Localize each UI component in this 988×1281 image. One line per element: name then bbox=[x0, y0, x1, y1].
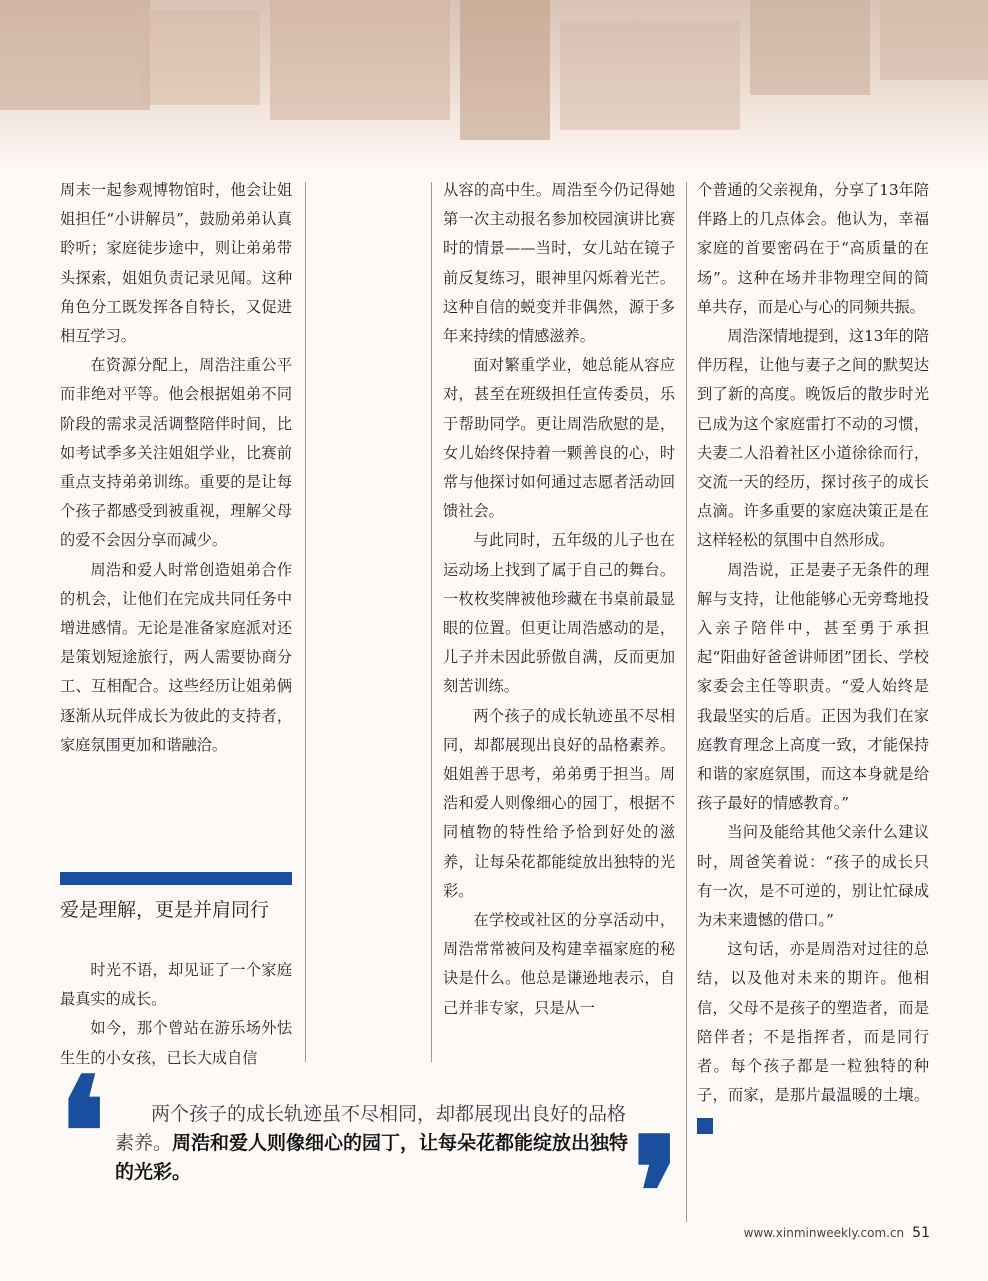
paragraph: 周末一起参观博物馆时，他会让姐姐担任“小讲解员”，鼓励弟弟认真聆听；家庭徒步途中，则让弟弟带头探索，姐姐负责记录见闻。这种角色分工既发挥各自特长，又促进相互学习。 bbox=[60, 181, 292, 346]
column-3-text bbox=[697, 176, 929, 1140]
column-2-text bbox=[443, 176, 675, 1023]
column-rule bbox=[686, 182, 687, 1222]
paragraph: 周浩深情地提到，这13年的陪伴历程，让他与妻子之间的默契达到了新的高度。晚饭后的散步时光已成为这个家庭雷打不动的习惯，夫妻二人沿着社区小道徐徐而行，交流一天的经历，探讨孩子的成长点滴。许多重要的家庭决策正是在这样轻松的氛围中自然形成。 bbox=[697, 327, 929, 550]
paragraph: 周浩和爱人时常创造姐弟合作的机会，让他们在完成共同任务中增进感情。无论是准备家庭派对还是策划短途旅行，两人需要协商分工、互相配合。这些经历让姐弟俩逐渐从玩伴成长为彼此的支持者，家庭氛围更加和谐融洽。 bbox=[60, 560, 292, 754]
paragraph bbox=[697, 935, 929, 1139]
paragraph: 面对繁重学业，她总能从容应对，甚至在班级担任宣传委员，乐于帮助同学。更让周浩欣慰的是，女儿始终保持着一颗善良的心，时常与他探讨如何通过志愿者活动回馈社会。 bbox=[443, 356, 675, 521]
column-rule bbox=[305, 182, 306, 1062]
end-mark-icon: 民 bbox=[697, 1118, 713, 1134]
paragraph: 个普通的父亲视角，分享了13年陪伴路上的几点体会。他认为，幸福家庭的首要密码在于“高质量的在场”。这种在场并非物理空间的简单共存，而是心与心的同频共振。 bbox=[697, 181, 929, 316]
paragraph: 周浩说，正是妻子无条件的理解与支持，让他能够心无旁骛地投入亲子陪伴中，甚至勇于承担起“阳曲好爸爸讲师团”团长、学校家委会主任等职责。“爱人始终是我最坚实的后盾。正因为我们在家庭教育理念上高度一致，才能保持和谐的家庭氛围，而这本身就是给孩子最好的情感教育。” bbox=[697, 560, 929, 813]
open-quote-icon: ❛ bbox=[58, 1045, 107, 1221]
paragraph: 两个孩子的成长轨迹虽不尽相同，却都展现出良好的品格素养。姐姐善于思考，弟弟勇于担当。周浩和爱人则像细心的园丁，根据不同植物的特性给予恰到好处的滋养，让每朵花都能绽放出独特的光彩。 bbox=[443, 706, 675, 900]
section-divider-bar bbox=[60, 872, 292, 885]
paragraph: 与此同时，五年级的儿子也在运动场上找到了属于自己的舞台。一枚枚奖牌被他珍藏在书桌前最显眼的位置。但更让周浩感动的是，儿子并未因此骄傲自满，反而更加刻苦训练。 bbox=[443, 531, 675, 696]
pull-quote bbox=[115, 1100, 630, 1187]
footer-url: www.xinminweekly.com.cn bbox=[743, 1226, 905, 1240]
section-heading: 爱是理解，更是并肩同行 bbox=[60, 899, 270, 921]
paragraph: 在资源分配上，周浩注重公平而非绝对平等。他会根据姐弟不同阶段的需求灵活调整陪伴时间，比如考试季多关注姐姐学业，比赛前重点支持弟弟训练。重要的是让每个孩子都感受到被重视，理解父母的爱不会因分享而减少。 bbox=[60, 356, 292, 550]
paragraph: 当问及能给其他父亲什么建议时，周爸笑着说：“孩子的成长只有一次，是不可逆的，别让忙碌成为未来遗憾的借口。” bbox=[697, 823, 929, 930]
pull-quote-bold: 周浩和爱人则像细心的园丁，让每朵花都能绽放出独特的光彩。 bbox=[115, 1132, 629, 1183]
close-quote-icon: ❜ bbox=[632, 1105, 681, 1281]
paragraph: 从容的高中生。周浩至今仍记得她第一次主动报名参加校园演讲比赛时的情景——当时，女儿站在镜子前反复练习，眼神里闪烁着光芒。这种自信的蜕变并非偶然，源于多年来持续的情感滋养。 bbox=[443, 181, 675, 346]
page-footer bbox=[720, 1225, 930, 1241]
final-paragraph-text: 这句话，亦是周浩对过往的总结，以及他对未来的期许。他相信，父母不是孩子的塑造者，而是陪伴者；不是指挥者，而是同行者。每个孩子都是一粒独特的种子，而家，是那片最温暖的土壤。 bbox=[697, 940, 929, 1105]
column-1-text bbox=[60, 176, 292, 760]
paragraph: 在学校或社区的分享活动中，周浩常常被问及构建幸福家庭的秘诀是什么。他总是谦逊地表示，自己并非专家，只是从一 bbox=[443, 911, 675, 1017]
paragraph: 时光不语，却见证了一个家庭最真实的成长。 bbox=[60, 961, 292, 1009]
page-number: 51 bbox=[912, 1225, 930, 1241]
column-rule bbox=[431, 182, 432, 1062]
pull-quote-normal: 两个孩子的成长轨迹虽不尽相同，却都展现出良好的品格素养。 bbox=[115, 1103, 627, 1154]
paragraph: 如今，那个曾站在游乐场外怯生生的小女孩，已长大成自信 bbox=[60, 1019, 292, 1067]
header-photo-banner bbox=[0, 0, 988, 170]
